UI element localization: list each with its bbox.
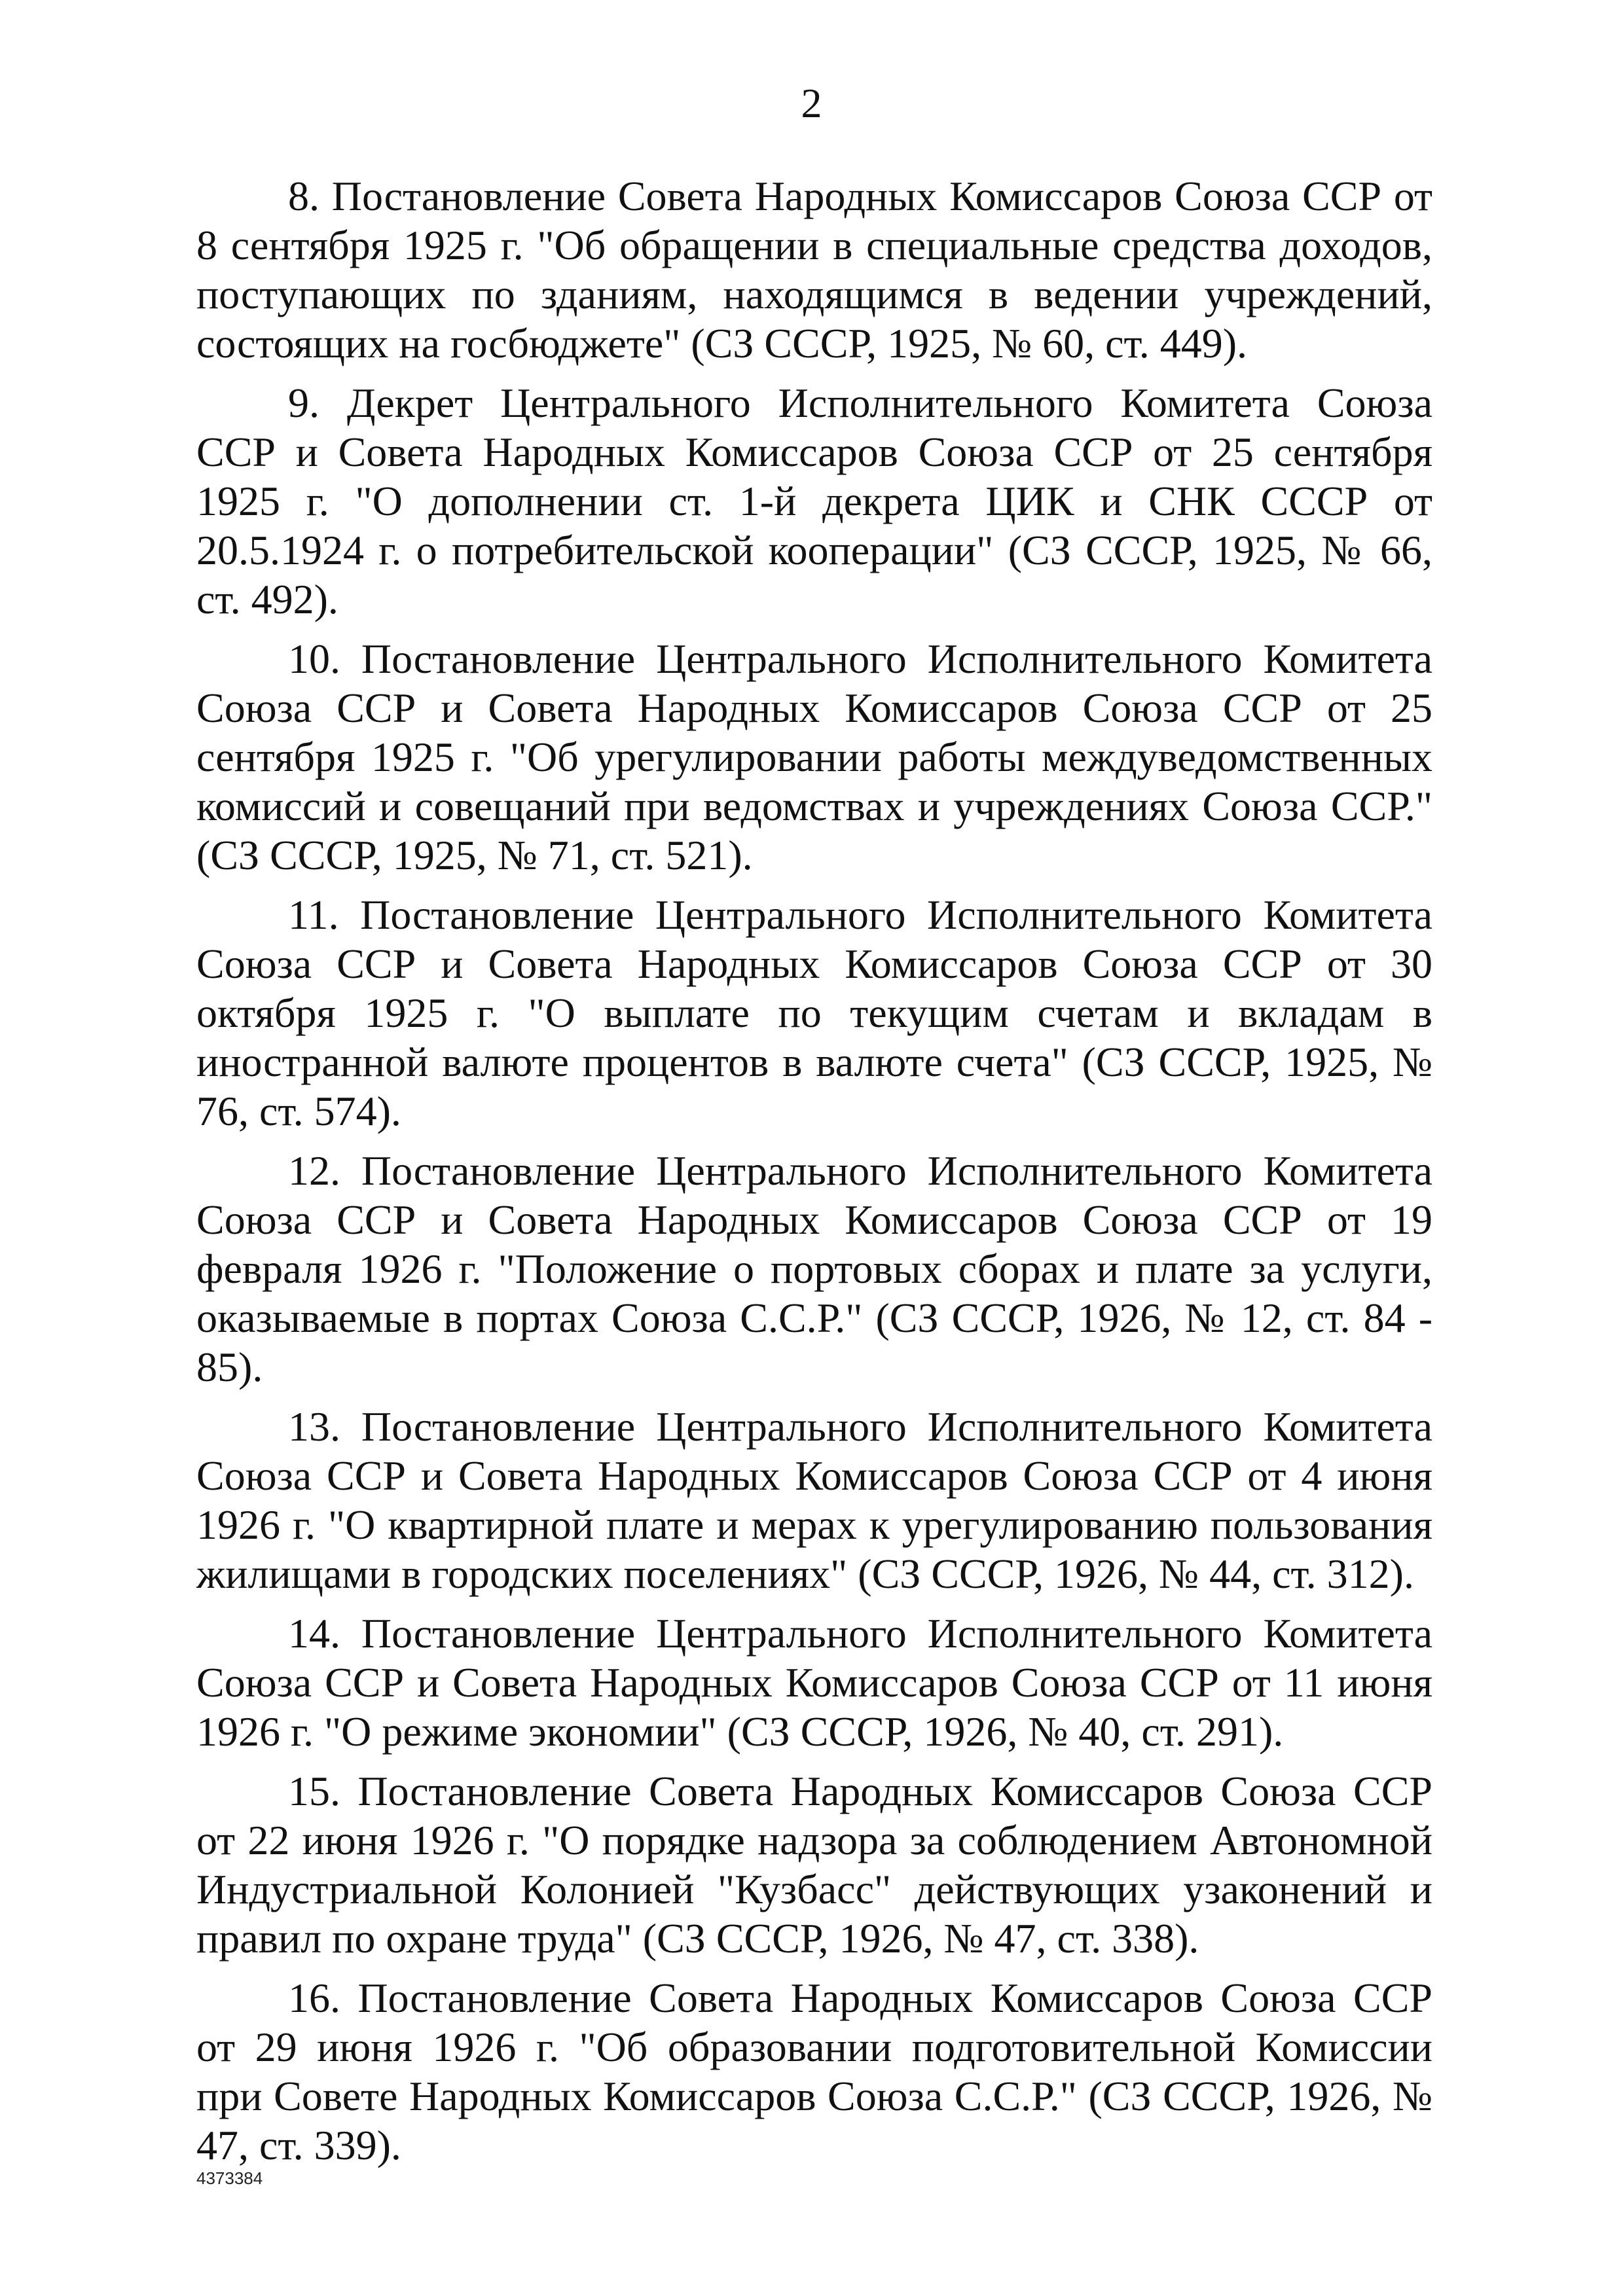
list-item-14: 14. Постановление Центрального Исполнительного Комитета Союза ССР и Совета Народных Комиссаров Союза ССР от 11 июня 1926 г. "О режиме экономии" (СЗ СССР, 1926, № 40, ст. 291).: [196, 1610, 1432, 1755]
list-item-8: 8. Постановление Совета Народных Комиссаров Союза ССР от 8 сентября 1925 г. "Об обращении в специальные средства доходов, поступающих по зданиям, находящимся в ведении учреждений, состоящих на госбюджете" (СЗ СССР, 1925, № 60, ст. 449).: [196, 173, 1432, 367]
page-number: 2: [801, 80, 822, 126]
list-item-13: 13. Постановление Центрального Исполнительного Комитета Союза ССР и Совета Народных Комиссаров Союза ССР от 4 июня 1926 г. "О квартирной плате и мерах к урегулированию пользования жилищами в городских поселениях" (СЗ СССР, 1926, № 44, ст. 312).: [196, 1403, 1432, 1597]
list-item-11: 11. Постановление Центрального Исполнительного Комитета Союза ССР и Совета Народных Комиссаров Союза ССР от 30 октября 1925 г. "О выплате по текущим счетам и вкладам в иностранной валюте процентов в валюте счета" (СЗ СССР, 1925, № 76, ст. 574).: [196, 891, 1432, 1134]
document-body: [196, 171, 1432, 2180]
list-item-12: 12. Постановление Центрального Исполнительного Комитета Союза ССР и Совета Народных Комиссаров Союза ССР от 19 февраля 1926 г. "Положение о портовых сборах и плате за услуги, оказываемые в портах Союза С.С.Р." (СЗ СССР, 1926, № 12, ст. 84 - 85).: [196, 1147, 1432, 1390]
document-code: 4373384: [196, 2168, 263, 2188]
list-item-15: 15. Постановление Совета Народных Комиссаров Союза ССР от 22 июня 1926 г. "О порядке надзора за соблюдением Автономной Индустриальной Колонией "Кузбасс" действующих узаконений и правил по охране труда" (СЗ СССР, 1926, № 47, ст. 338).: [196, 1768, 1432, 1962]
list-item-9: 9. Декрет Центрального Исполнительного Комитета Союза ССР и Совета Народных Комиссаров Союза ССР от 25 сентября 1925 г. "О дополнении ст. 1-й декрета ЦИК и СНК СССР от 20.5.1924 г. о потребительской кооперации" (СЗ СССР, 1925, № 66, ст. 492).: [196, 380, 1432, 622]
list-item-16: 16. Постановление Совета Народных Комиссаров Союза ССР от 29 июня 1926 г. "Об образовании подготовительной Комиссии при Совете Народных Комиссаров Союза С.С.Р." (СЗ СССР, 1926, № 47, ст. 339).: [196, 1975, 1432, 2168]
list-item-10: 10. Постановление Центрального Исполнительного Комитета Союза ССР и Совета Народных Комиссаров Союза ССР от 25 сентября 1925 г. "Об урегулировании работы междуведомственных комиссий и совещаний при ведомствах и учреждениях Союза ССР." (СЗ СССР, 1925, № 71, ст. 521).: [196, 636, 1432, 878]
